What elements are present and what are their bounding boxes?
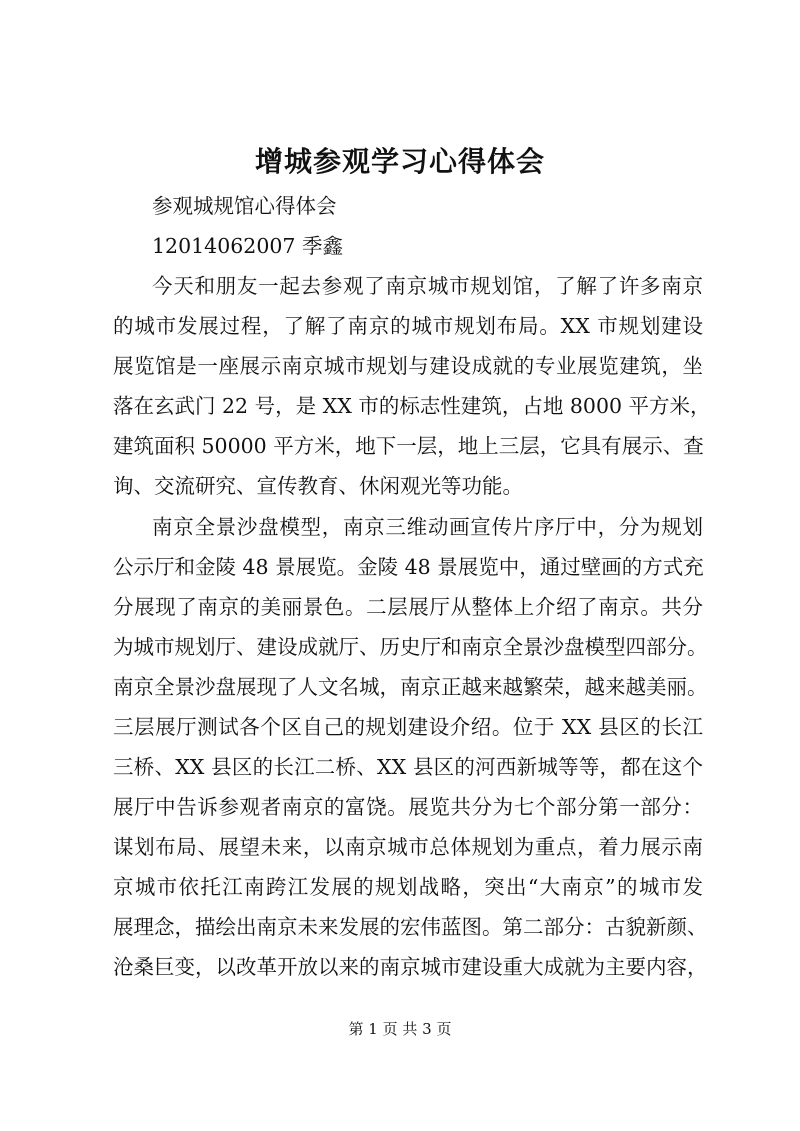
document-subtitle: 参观城规馆心得体会 <box>152 194 337 218</box>
document-title: 增城参观学习心得体会 <box>254 145 545 178</box>
paragraph-line: 建筑面积 50000 平方米，地下一层，地上三层，它具有展示、查 <box>113 434 704 458</box>
paragraph-line: 展厅中告诉参观者南京的富饶。展览共分为七个部分第一部分： <box>113 795 703 819</box>
page-number-footer: 第 1 页 共 3 页 <box>348 1020 452 1038</box>
paragraph-line: 询、交流研究、宣传教育、休闲观光等功能。 <box>113 474 523 498</box>
paragraph-line: 京城市依托江南跨江发展的规划战略，突出“大南京”的城市发 <box>113 875 703 899</box>
author-line: 12014062007 季鑫 <box>152 234 343 258</box>
paragraph-line: 展览馆是一座展示南京城市规划与建设成就的专业展览建筑，坐 <box>113 354 703 378</box>
paragraph-line: 三桥、XX 县区的长江二桥、XX 县区的河西新城等等，都在这个 <box>113 755 703 779</box>
paragraph-line: 展理念，描绘出南京未来发展的宏伟蓝图。第二部分：古貌新颜、 <box>113 915 708 939</box>
paragraph-line: 为城市规划厅、建设成就厅、历史厅和南京全景沙盘模型四部分。 <box>113 635 708 659</box>
paragraph-line: 谋划布局、展望未来，以南京城市总体规划为重点，着力展示南 <box>113 835 703 859</box>
paragraph-line: 分展现了南京的美丽景色。二层展厅从整体上介绍了南京。共分 <box>113 595 703 619</box>
paragraph-line: 三层展厅测试各个区自己的规划建设介绍。位于 XX 县区的长江 <box>113 715 703 739</box>
paragraph-line: 南京全景沙盘模型，南京三维动画宣传片序厅中，分为规划 <box>152 515 703 539</box>
paragraph-line: 南京全景沙盘展现了人文名城，南京正越来越繁荣，越来越美丽。 <box>113 675 708 699</box>
paragraph-line: 沧桑巨变，以改革开放以来的南京城市建设重大成就为主要内容， <box>113 955 708 979</box>
paragraph-line: 公示厅和金陵 48 景展览。金陵 48 景展览中，通过壁画的方式充 <box>113 555 704 579</box>
paragraph-line: 落在玄武门 22 号，是 XX 市的标志性建筑，占地 8000 平方米， <box>113 394 711 418</box>
paragraph-line: 今天和朋友一起去参观了南京城市规划馆，了解了许多南京 <box>152 274 703 298</box>
paragraph-line: 的城市发展过程，了解了南京的城市规划布局。XX 市规划建设 <box>113 314 703 338</box>
